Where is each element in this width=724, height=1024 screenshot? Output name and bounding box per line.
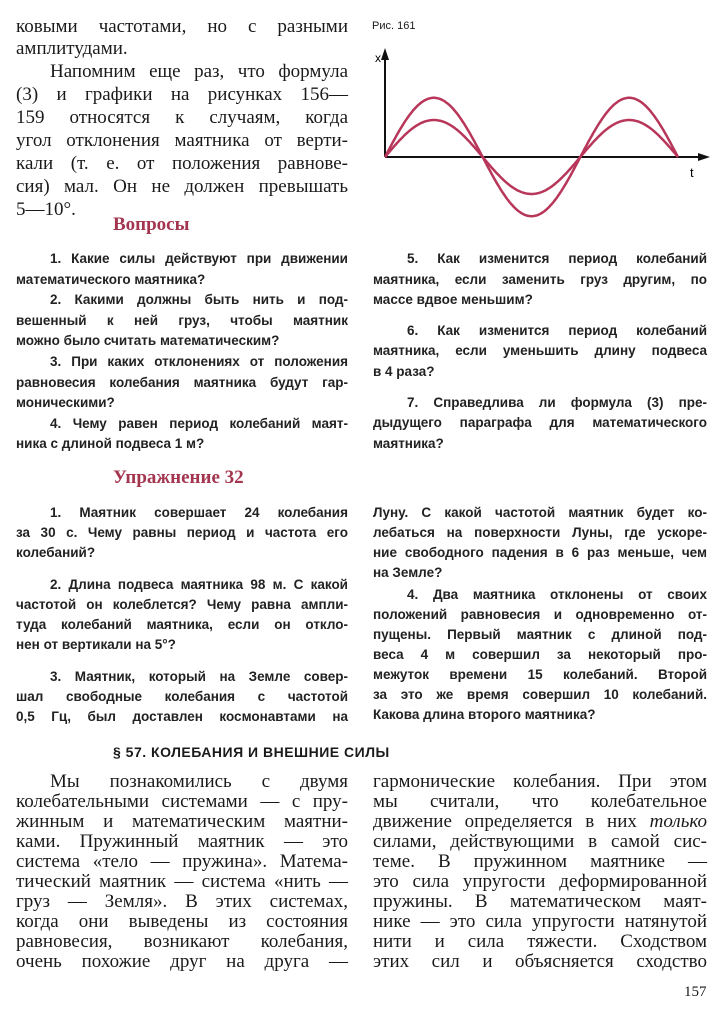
line-text: маятника? [373, 435, 444, 451]
paragraph [16, 60, 348, 221]
intro-text [16, 17, 348, 221]
line-text: Какие силы действуют при движении [71, 251, 348, 266]
text-line [373, 413, 707, 434]
line-text: Какова длина второго маятника? [373, 707, 596, 722]
item-number: 1. [50, 251, 62, 266]
line-text: пущены. Первый маятник с длиной под- [373, 627, 707, 642]
line-text: нити и сила тяжести. Сходством [373, 931, 707, 952]
text-line [373, 852, 707, 872]
page-number: 157 [684, 984, 707, 1000]
text-line [373, 434, 707, 455]
text-line [16, 852, 348, 872]
line-text: очень похожие друг на друга — [16, 951, 348, 972]
text-line [16, 892, 348, 912]
text-line [16, 83, 348, 106]
text-line [16, 635, 348, 655]
line-text: вешенный к ней груз, чтобы маятник [16, 312, 348, 328]
text-line [373, 812, 707, 832]
line-text: Длина подвеса маятника 98 м. С какой [68, 577, 348, 592]
text-line [16, 17, 348, 37]
line-text: положений равновесия и одновременно от- [373, 607, 707, 622]
paragraph [373, 249, 707, 311]
line-text: этих сил и объясняется сходство [373, 951, 707, 972]
text-line [16, 912, 348, 932]
item-number: 5. [407, 251, 419, 266]
paragraph [16, 414, 348, 455]
text-line [373, 792, 707, 812]
line-text: за это же время совершил 10 колебаний. [373, 687, 707, 702]
paragraph [373, 321, 707, 383]
exercise-left-column [16, 503, 348, 727]
paragraph [16, 575, 348, 655]
paragraph [16, 667, 348, 727]
text-line [373, 341, 707, 362]
text-line [16, 152, 348, 175]
text-line [16, 595, 348, 615]
text-line [373, 685, 707, 705]
line-text: (3) и графики на рисунках 156— [16, 84, 348, 105]
oscillation-graph [360, 40, 710, 230]
item-number: 7. [407, 394, 419, 410]
text-line [373, 585, 707, 605]
text-line [16, 270, 348, 291]
text-line [373, 645, 707, 665]
text-line [373, 872, 707, 892]
text-line [373, 912, 707, 932]
text-line [373, 892, 707, 912]
paragraph [16, 249, 348, 290]
line-text: колебательными системами — с пру- [16, 791, 348, 812]
text-line [373, 952, 707, 972]
text-line [16, 106, 348, 129]
line-text: туда колебаний маятника, если он откло- [16, 617, 348, 632]
text-line [16, 932, 348, 952]
line-text: веса 4 м совершил за некоторый про- [373, 647, 707, 662]
line-text: Два маятника отклонены от своих [432, 587, 707, 602]
text-line [373, 625, 707, 645]
paragraph [373, 772, 707, 972]
text-line [373, 605, 707, 625]
text-line [16, 249, 348, 270]
italic-text: только [649, 811, 707, 832]
text-line [16, 872, 348, 892]
line-text: за 30 с. Чему равны период и частота его [16, 525, 348, 540]
text-line [16, 832, 348, 852]
line-text: ковыми частотами, но с разными [16, 16, 348, 37]
line-text: массе вдвое меньшим? [373, 292, 533, 308]
line-text: математического маятника? [16, 271, 206, 287]
item-number: 2. [50, 577, 62, 592]
line-text: на Земле? [373, 565, 443, 580]
paragraph [16, 17, 348, 60]
line-text: равновесия, возникают колебания, [16, 931, 348, 952]
line-text: амплитудами. [16, 38, 128, 59]
text-line [373, 772, 707, 792]
text-line [16, 667, 348, 687]
line-text: Как изменится период колебаний [437, 322, 707, 338]
line-text: ника с длиной подвеса 1 м? [16, 436, 205, 452]
line-text: силами, действующими в самой сис- [373, 831, 707, 852]
text-line [16, 60, 348, 83]
exercise-heading: Упражнение 32 [113, 467, 244, 488]
line-text: Маятник, который на Земле совер- [74, 669, 348, 684]
line-text: колебаний? [16, 545, 96, 560]
item-number: 6. [407, 322, 419, 338]
line-text: частотой он колеблется? Чему равна ампли- [16, 597, 348, 612]
text-line [16, 175, 348, 198]
text-line [16, 352, 348, 373]
line-text: нике — это сила упругости натянутой [373, 911, 707, 932]
section-title: § 57. КОЛЕБАНИЯ И ВНЕШНИЕ СИЛЫ [113, 744, 390, 760]
text-line [373, 665, 707, 685]
text-line [16, 290, 348, 311]
text-line [16, 707, 348, 727]
text-line [373, 321, 707, 342]
line-text: дыдущего параграфа для математического [373, 415, 707, 431]
text-line [16, 373, 348, 394]
text-line [16, 792, 348, 812]
text-line [373, 705, 707, 725]
line-text: груз — Земля». В этих системах, [16, 891, 348, 912]
line-text: в 4 раза? [373, 363, 435, 379]
text-line [16, 37, 348, 60]
x-axis-label: x [375, 51, 381, 65]
text-line [373, 832, 707, 852]
text-line [16, 129, 348, 152]
text-line [16, 503, 348, 523]
t-axis-label: t [690, 165, 694, 180]
text-line [373, 393, 707, 414]
line-text: это сила упругости деформированной [373, 871, 707, 892]
text-line [373, 290, 707, 311]
item-number: 2. [50, 292, 62, 308]
paragraph [16, 352, 348, 414]
text-line [16, 543, 348, 563]
exercise-right-column [373, 503, 707, 725]
text-line [16, 812, 348, 832]
line-text: 5—10°. [16, 199, 76, 220]
line-text: Чему равен период колебаний маят- [72, 415, 348, 431]
text-line [373, 362, 707, 383]
text-line [16, 311, 348, 332]
text-line [373, 503, 707, 523]
line-text: Справедлива ли формула (3) пре- [433, 394, 707, 410]
line-text: ками. Пружинный маятник — это [16, 831, 348, 852]
line-text: мы считали, что колебательное [373, 791, 707, 812]
line-text: Луну. С какой частотой маятник будет ко- [373, 505, 707, 520]
line-text: гармонические колебания. При этом [373, 771, 707, 792]
line-text: маятника, если заменить груз другим, по [373, 271, 707, 287]
line-text: система «тело — пружина». Матема- [16, 851, 348, 872]
text-line [16, 687, 348, 707]
text-line [16, 393, 348, 414]
line-text: тический маятник — система «нить — [16, 871, 348, 892]
x-axis-arrow-icon [381, 48, 389, 60]
text-line [373, 563, 707, 583]
line-text: Мы познакомились с двумя [50, 771, 348, 792]
text-line [16, 952, 348, 972]
section-body-left [16, 772, 348, 972]
section-body-right [373, 772, 707, 972]
line-text: ние свободного падения в 6 раз меньше, чем [373, 545, 707, 560]
line-text: лебаться на поверхности Луны, где ускоре- [373, 525, 707, 540]
text-segment: движение определяется в них [373, 811, 650, 832]
paragraph [16, 772, 348, 972]
line-text: 159 относятся к случаям, когда [16, 107, 348, 128]
text-line [373, 270, 707, 291]
line-text: Маятник совершает 24 колебания [79, 505, 348, 520]
line-text: При каких отклонениях от положения [71, 353, 348, 369]
figure-caption: Рис. 161 [372, 20, 416, 32]
questions-heading: Вопросы [113, 214, 190, 235]
line-text: кали (т. е. от положения равнове- [16, 153, 348, 174]
line-text: когда они выведены из состояния [16, 911, 348, 932]
text-line [16, 772, 348, 792]
paragraph [16, 503, 348, 563]
line-text: Как изменится период колебаний [437, 251, 707, 266]
text-line [373, 543, 707, 563]
paragraph [373, 393, 707, 455]
line-text: нен от вертикали на 5°? [16, 637, 176, 652]
line-text: сия) мал. Он не должен превышать [16, 176, 348, 197]
line-text: Какими должны быть нить и под- [74, 292, 348, 308]
line-text: шал свободные колебания с частотой [16, 689, 348, 704]
line-text: Напомним еще раз, что формула [50, 61, 348, 82]
text-line [16, 414, 348, 435]
line-text: угол отклонения маятника от верти- [16, 130, 348, 151]
line-text: пружины. В математическом маят- [373, 891, 707, 912]
text-line [16, 523, 348, 543]
text-line [16, 434, 348, 455]
line-text: моническими? [16, 395, 115, 411]
paragraph [373, 585, 707, 725]
line-text: теме. В пружинном маятнике — [373, 851, 707, 872]
item-number: 1. [50, 505, 62, 520]
text-line [16, 575, 348, 595]
text-line [16, 615, 348, 635]
line-text: можно было считать математическим? [16, 333, 280, 349]
item-number: 4. [50, 415, 62, 431]
text-line [373, 523, 707, 543]
t-axis-arrow-icon [698, 153, 710, 161]
line-text: равновесия колебания маятника будут гар- [16, 374, 348, 390]
line-text: межуток времени 15 колебаний. Второй [373, 667, 707, 682]
questions-left-column [16, 249, 348, 455]
paragraph [373, 503, 707, 583]
text-line [373, 932, 707, 952]
line-text: 0,5 Гц, был доставлен космонавтами на [16, 709, 348, 724]
text-line [16, 331, 348, 352]
item-number: 3. [50, 669, 62, 684]
line-text: жинным и математическим маятни- [16, 811, 348, 832]
paragraph [16, 290, 348, 352]
item-number: 3. [50, 353, 62, 369]
item-number: 4. [407, 587, 419, 602]
text-line [373, 249, 707, 270]
questions-right-column [373, 249, 707, 454]
line-text: маятника, если уменьшить длину подвеса [373, 343, 707, 359]
